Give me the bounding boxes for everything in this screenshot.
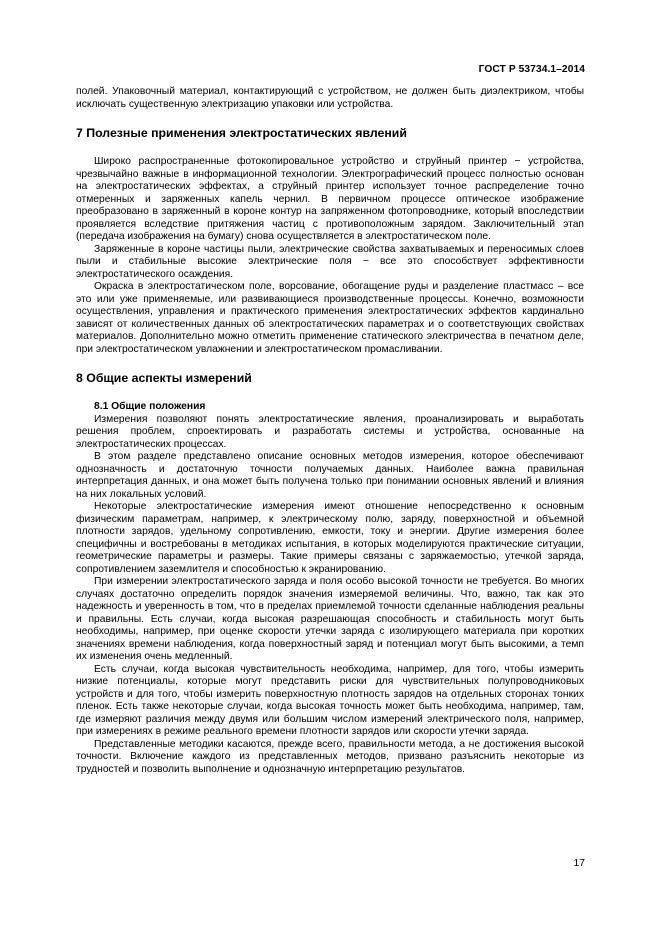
document-id-header: ГОСТ Р 53734.1–2014 <box>478 64 585 75</box>
subsection-8-1-title: 8.1 Общие положения <box>94 401 206 412</box>
subsection-8-1-paragraph-2: В этом разделе представлено описание основных методов измерения, которое обеспечивают однозначность и достаточную точности получаемых данных. Наиболее важна правильная интерпретация данных, и она может быть получена только при понимании основных явлений и влияния на них локальных условий. <box>76 451 584 500</box>
subsection-8-1-paragraph-1: Измерения позволяют понять электростатические явления, проанализировать и выработать решения проблем, спроектировать и разработать системы и устройства, основанные на электростатических процессах. <box>76 413 584 450</box>
subsection-8-1-paragraph-3: Некоторые электростатические измерения имеют отношение непосредственно к основным физическим параметрам, например, к электрическому полю, заряду, поверхностной и объемной плотности зарядов, удельному сопротивлению, емкости, току и энергии. Другие измерения более специфичны и востребованы в методиках испытания, в которых моделируются практические ситуации, геометрические параметры и размеры. Такие примеры связаны с заряжаемостью, утечкой заряда, сопротивлением заземлителя и способностью к экранированию. <box>76 501 584 575</box>
section-7-paragraph-3: Окраска в электростатическом поле, ворсование, обогащение руды и разделение пластмасс – все это или уже применяемые, или развивающиеся производственные процессы. Конечно, возможности осуществления, управления и практического применения электростатических эффектов кардинально зависят от количественных данных об электростатических параметрах и о соответствующих свойствах материалов. Дополнительно можно отметить применение статического электричества в печатном деле, при электростатическом увлажнении и электростатическом промасливании. <box>76 281 584 355</box>
subsection-8-1-paragraph-5: Есть случаи, когда высокая чувствительность необходима, например, для того, чтобы измерить низкие потенциалы, которые могут представить риски для чувствительных полупроводниковых устройств и для того, чтобы измерить поверхностную плотность зарядов на отдельных сторонах тонких пленок. Есть также некоторые случаи, когда высокая точность может быть необходима, например, там, где измеряют различия между двумя или большим числом измерений электрического поля, например, при измерениях в режиме реального времени плотности зарядов или скорости утечки заряда. <box>76 663 584 737</box>
section-7-paragraph-2: Заряженные в короне частицы пыли, электрические свойства захватываемых и переносимых слоев пыли и стабильные высокие электрические поля − все это способствует эффективности электростатического осаждения. <box>76 243 584 280</box>
section-7-title: 7 Полезные применения электростатических явлений <box>76 126 407 140</box>
page-number: 17 <box>573 858 585 869</box>
subsection-8-1-paragraph-4: При измерении электростатического заряда и поля особо высокой точности не требуется. Во многих случаях достаточно определить порядок значения измеряемой величины. Что, важно, так как это надежность и уверенность в том, что в пределах приемлемой точности сделанные наблюдения реальны и правильны. Есть случаи, когда высокая разрешающая способность и стабильность могут быть необходимы, например, при оценке скорости утечки заряда с изолирующего материала при коротких значениях времени наблюдения, когда поверхностный заряд и потенциал могут быть высокими, а темп их изменения очень медленный. <box>76 576 584 662</box>
paragraph-intro: полей. Упаковочный материал, контактирующий с устройством, не должен быть диэлектриком, чтобы исключать существенную электризацию упаковки или устройства. <box>76 86 584 110</box>
page-content <box>76 86 584 776</box>
section-7-paragraph-1: Широко распространенные фотокопировальное устройство и струйный принтер − устройства, чрезвычайно важные в информационной технологии. Электрографический процесс полностью основан на электростатических эффектах, а струйный принтер использует точное распределение точно отмеренных и заряженных капель чернил. В первичном процессе оптическое изображение преобразовано в заряженный в короне контур на запряженном фотопроводнике, который впоследствии проявляется вследствие притяжения частиц с противоположным зарядом. Заключительный этап (передача изображения на бумагу) снова осуществляется в электростатическом поле. <box>76 156 584 242</box>
section-8-title: 8 Общие аспекты измерений <box>76 371 252 385</box>
subsection-8-1-paragraph-6: Представленные методики касаются, прежде всего, правильности метода, а не достижения высокой точности. Включение каждого из представленных методов, призвано разъяснить некоторые из трудностей и позволить выполнение и однозначную интерпретацию результатов. <box>76 738 584 775</box>
